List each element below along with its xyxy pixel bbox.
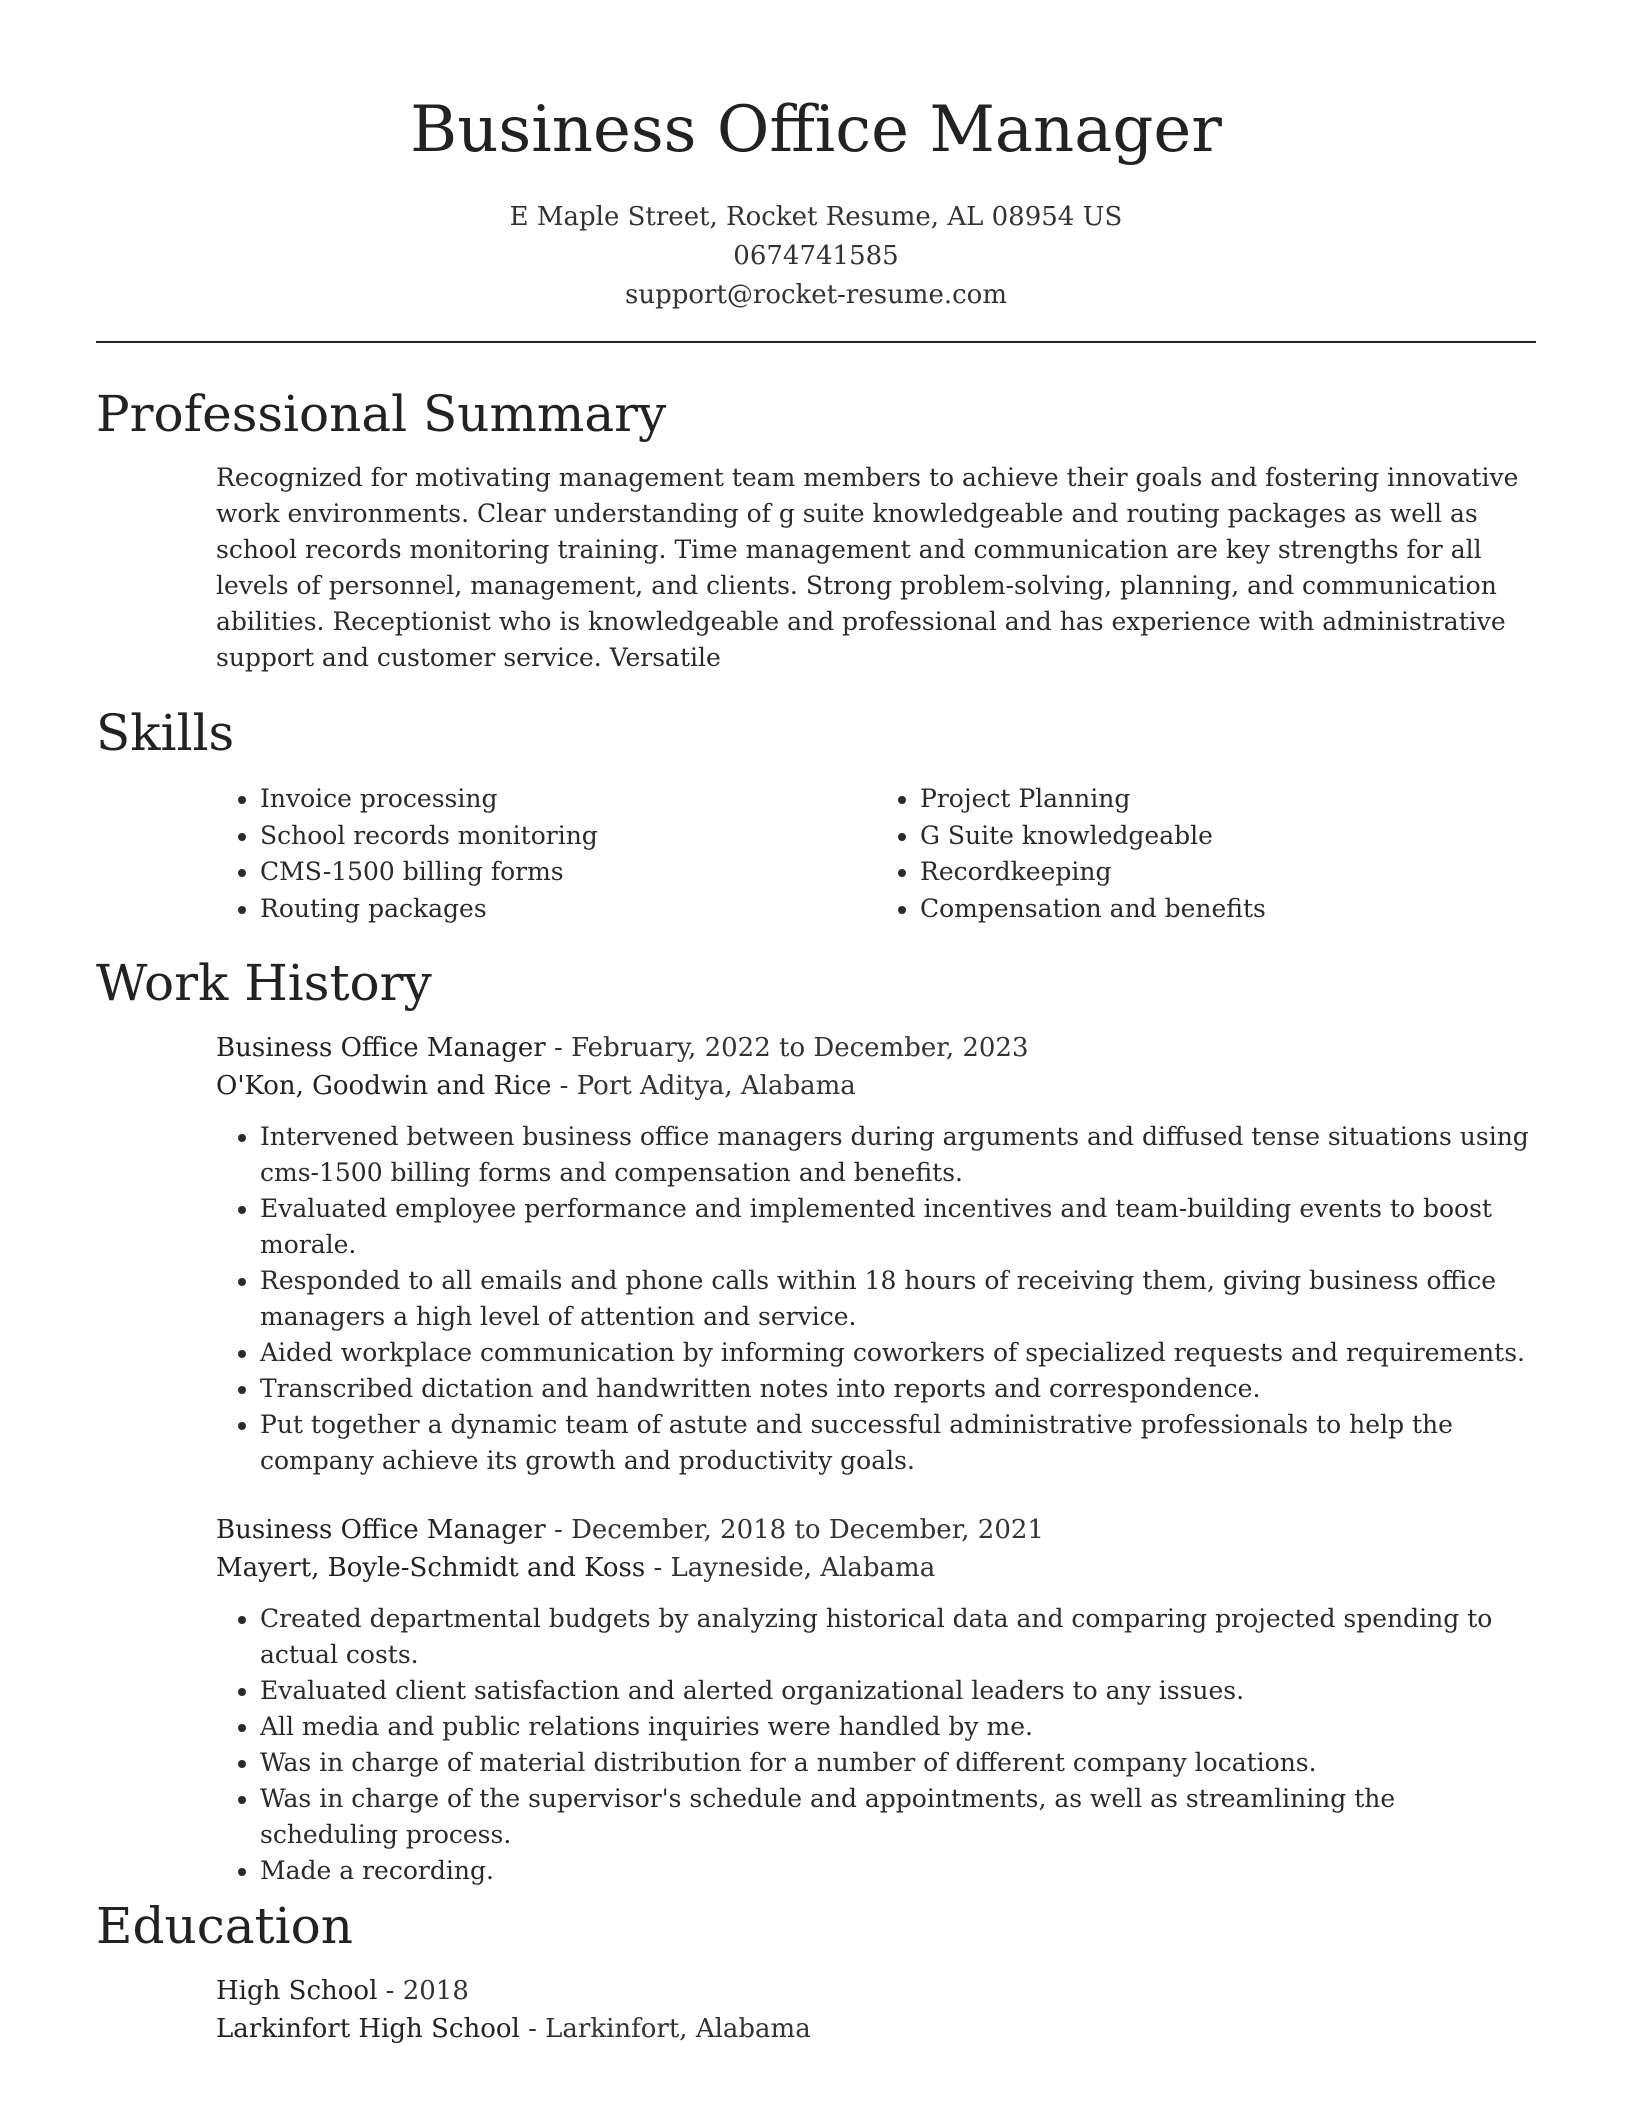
job-entry xyxy=(96,1511,1536,1889)
education-year: - 2018 xyxy=(377,1976,469,2006)
skill-item: • Invoice processing xyxy=(260,781,876,818)
job-bullet: • Made a recording. xyxy=(260,1853,1536,1889)
job-bullet: • Evaluated client satisfaction and alerted organizational leaders to any issues. xyxy=(260,1673,1536,1709)
summary-section xyxy=(96,382,1536,676)
job-location: - Port Aditya, Alabama xyxy=(551,1071,856,1101)
job-title-line xyxy=(216,1029,1536,1067)
skills-column-left xyxy=(216,781,876,927)
education-degree-line xyxy=(216,1972,1536,2010)
job-bullet: • Responded to all emails and phone calls within 18 hours of receiving them, giving business office managers a high level of attention and service. xyxy=(260,1263,1536,1335)
work-history-section xyxy=(96,951,1536,1889)
education-title: Education xyxy=(96,1897,353,1955)
skill-item: • G Suite knowledgeable xyxy=(920,818,1536,855)
skill-item: • Project Planning xyxy=(920,781,1536,818)
candidate-name: Business Office Manager xyxy=(410,93,1222,167)
job-dates: - December, 2018 to December, 2021 xyxy=(545,1515,1044,1545)
job-company: O'Kon, Goodwin and Rice xyxy=(216,1071,552,1101)
header-divider xyxy=(96,341,1536,343)
skills-column-right xyxy=(876,781,1536,927)
job-bullets xyxy=(216,1119,1536,1479)
work-history-title: Work History xyxy=(96,954,432,1012)
job-bullet: • Intervened between business office managers during arguments and diffused tense situations using cms-1500 billing forms and compensation and benefits. xyxy=(260,1119,1536,1191)
job-title-line xyxy=(216,1511,1536,1549)
skills-grid xyxy=(216,781,1536,927)
job-bullets xyxy=(216,1601,1536,1889)
job-dates: - February, 2022 to December, 2023 xyxy=(545,1033,1029,1063)
skills-section xyxy=(96,701,1536,927)
education-section xyxy=(96,1894,1536,2048)
phone: 0674741585 xyxy=(733,241,899,271)
job-role: Business Office Manager xyxy=(216,1515,546,1545)
job-entry xyxy=(96,1029,1536,1479)
skills-title: Skills xyxy=(96,704,235,762)
education-school-line xyxy=(216,2010,1536,2048)
job-company-line xyxy=(216,1067,1536,1105)
job-bullet: • Created departmental budgets by analyzing historical data and comparing projected spending to actual costs. xyxy=(260,1601,1536,1673)
education-school: Larkinfort High School xyxy=(216,2014,520,2044)
skill-item: • School records monitoring xyxy=(260,818,876,855)
job-location: - Layneside, Alabama xyxy=(645,1553,936,1583)
job-bullet: • Evaluated employee performance and implemented incentives and team-building events to boost morale. xyxy=(260,1191,1536,1263)
resume-header xyxy=(96,88,1536,315)
education-degree: High School xyxy=(216,1976,378,2006)
job-company: Mayert, Boyle-Schmidt and Koss xyxy=(216,1553,646,1583)
job-role: Business Office Manager xyxy=(216,1033,546,1063)
education-location: - Larkinfort, Alabama xyxy=(519,2014,811,2044)
job-bullet: • Was in charge of the supervisor's schedule and appointments, as well as streamlining the scheduling process. xyxy=(260,1781,1536,1853)
job-bullet: • Was in charge of material distribution for a number of different company locations. xyxy=(260,1745,1536,1781)
job-bullet: • All media and public relations inquiries were handled by me. xyxy=(260,1709,1536,1745)
job-company-line xyxy=(216,1549,1536,1587)
summary-title: Professional Summary xyxy=(96,385,667,443)
skill-item: • CMS-1500 billing forms xyxy=(260,854,876,891)
email: support@rocket-resume.com xyxy=(624,280,1007,310)
address: E Maple Street, Rocket Resume, AL 08954 US xyxy=(509,202,1123,232)
summary-text: Recognized for motivating management team members to achieve their goals and fostering innovative work environments. Clear understanding of g suite knowledgeable and routing packages as well as school records monitoring training. Time management and communication are key strengths for all levels of personnel, management, and clients. Strong problem-solving, planning, and communication abilities. Receptionist who is knowledgeable and professional and has experience with administrative support and customer service. Versatile xyxy=(216,463,1519,672)
job-bullet: • Transcribed dictation and handwritten notes into reports and correspondence. xyxy=(260,1371,1536,1407)
skill-item: • Compensation and benefits xyxy=(920,891,1536,928)
contact-info xyxy=(96,198,1536,315)
skill-item: • Recordkeeping xyxy=(920,854,1536,891)
skill-item: • Routing packages xyxy=(260,891,876,928)
job-bullet: • Aided workplace communication by informing coworkers of specialized requests and requirements. xyxy=(260,1335,1536,1371)
job-bullet: • Put together a dynamic team of astute and successful administrative professionals to help the company achieve its growth and productivity goals. xyxy=(260,1407,1536,1479)
